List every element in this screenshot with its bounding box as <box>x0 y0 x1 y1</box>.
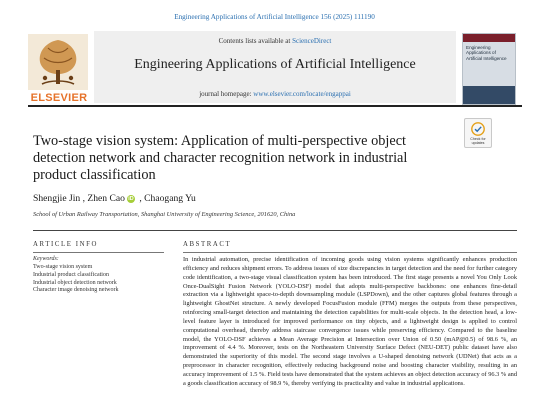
abstract-text: In industrial automation, precise identification of incoming goods using vision systems significantly enhances production efficiency and reduces shipment errors. To address issues of size discrepancies in target detection and the need for further category code identification, a two-stage visual classification system has been introduced. The first stage presents a novel You Only Look Once-DualSight Fusion Network (YOLO-DSF) model that adopts multi-perspective backbones: one enhances fine-detail extraction via a lightweight space-to-depth downsampling module (LSPDown), and the other captures global features through a lightweight GhostNet structure. A newly developed FocusFusion module (FFM) merges the outputs from these perspectives, reinforcing small-target detection and maintaining the detection capabilities for multi-scale objects. In the detection head, a low-level feature layer is introduced for improved performance on tiny objects, and a lightweight design is applied to control computational overhead, thereby address staircase convergence issues while preserving efficiency. Compared to the baseline model, the YOLO-DSF achieves a Mean Average Precision at Intersection over Union of 0.50 (mAP@0.5) of 98.6 %, an improvement of 4.4 %. Moreover, tests on the Northeastern University Surface Defect (NEU-DET) public dataset have also demonstrated the superiority of this model. The second stage involves a U-shaped denoising network (UDNet) that acts as a preprocessor in character recognition, effectively reducing background noise and boosting character visibility, resulting in an accuracy improvement of 1.5 %. Field tests have demonstrated that the system achieves an object detection accuracy of 96.3 % and a goods classification accuracy of 98.9 %, thereby verifying its practicality and value in industrial applications. <box>183 256 517 387</box>
check-for-updates-button[interactable] <box>464 118 492 148</box>
contents-prefix: Contents lists available at <box>218 37 293 45</box>
check-for-updates-label: Check for updates <box>470 137 486 145</box>
keyword-item: Industrial product classification <box>33 271 109 278</box>
journal-homepage-link[interactable]: www.elsevier.com/locate/engappai <box>253 90 351 98</box>
author-name[interactable]: Zhen Cao <box>87 193 125 204</box>
keyword-list <box>33 264 173 295</box>
homepage-prefix: journal homepage: <box>199 90 254 98</box>
journal-title: Engineering Applications of Artificial Intelligence <box>134 57 416 72</box>
keyword-item: Industrial object detection network <box>33 279 117 286</box>
journal-header-box <box>94 31 456 103</box>
check-for-updates-icon <box>471 122 485 136</box>
section-divider <box>33 230 517 231</box>
cover-header-bar <box>463 34 515 42</box>
journal-citation[interactable]: Engineering Applications of Artificial Intelligence 156 (2025) 111190 <box>174 13 375 21</box>
cover-image-band <box>463 86 515 104</box>
elsevier-logo[interactable] <box>28 34 88 104</box>
abstract-rule <box>183 252 517 253</box>
cover-title: Engineering Applications of Artificial Intelligence <box>466 45 507 61</box>
author-name[interactable]: Shengjie Jin <box>33 193 81 204</box>
sciencedirect-link[interactable]: ScienceDirect <box>292 37 332 45</box>
author-list <box>33 193 196 204</box>
abstract-heading: ABSTRACT <box>183 241 232 248</box>
author-affiliation: School of Urban Railway Transportation, Shanghai University of Engineering Science, 201620, China <box>33 211 296 218</box>
journal-cover-thumbnail[interactable] <box>462 33 516 105</box>
keywords-label: Keywords: <box>33 256 59 262</box>
keyword-item: Two-stage vision system <box>33 264 93 270</box>
author-separator: , <box>80 193 88 204</box>
journal-banner <box>28 31 507 104</box>
homepage-line <box>94 90 456 98</box>
publisher-logo-text: ELSEVIER <box>30 92 88 104</box>
contents-line <box>94 37 456 45</box>
article-info-heading: ARTICLE INFO <box>33 241 99 248</box>
header-divider <box>28 105 522 107</box>
author-name[interactable]: Chaogang Yu <box>144 193 196 204</box>
author-separator: , <box>136 193 145 204</box>
orcid-icon[interactable]: iD <box>128 196 134 202</box>
elsevier-tree-icon <box>28 34 88 90</box>
article-title: Two-stage vision system: Application of multi-perspective object detection network and character recognition network in industrial product classification <box>33 133 408 183</box>
article-info-rule <box>33 252 164 253</box>
keyword-item: Character image denoising network <box>33 287 119 294</box>
